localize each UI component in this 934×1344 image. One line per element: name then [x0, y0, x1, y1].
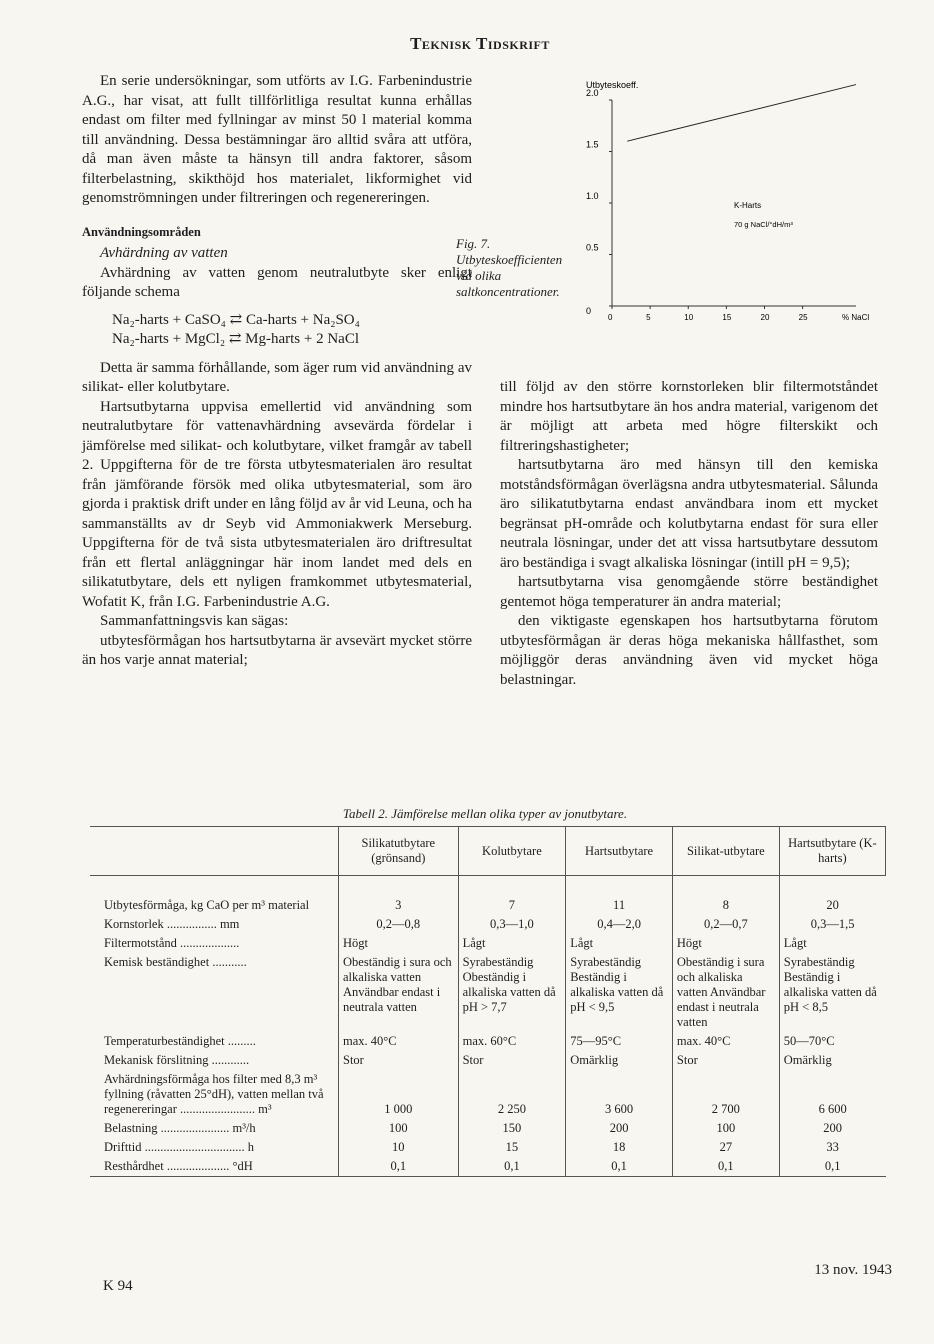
comparison-table [90, 826, 886, 1177]
paragraph-hartsutbytarna: Hartsutbytarna uppvisa emellertid vid användning som neutralutbytare för vattenavhärdning avsevärda fördelar i jämförelse med silikat- och kolutbytare, vilket framgår av tabell 2. Uppgifterna för de tre första utbytesmaterialen äro resultat från jämförande försök med olika utbytesmaterial, som äro gjorda i praktisk drift under en lång följd av år vid Leuna, och ha sammanställts av dr Seyb vid Ammoniakwerk Merseburg. Uppgifterna för de två sista utbytesmaterialen äro driftresultat från ett flertal anläggningar här inom landet med dels en silikatutbytare, dels ett nyligen framkommet utbytesmaterial, Wofatit K, från I.G. Farbenindustrie A.G. [82, 398, 472, 610]
table-cell: 200 [566, 1119, 673, 1138]
intro-paragraph: En serie undersökningar, som utförts av I.G. Farbenindustrie A.G., har visat, att fullt tillförlitliga resultat kunna erhållas endast om filter med fyllningar av minst 50 l material komma till användning. Dessa bestämningar äro alltid svåra att utföra, då man även måste ta hänsyn till andra faktorer, såsom filterbelastning, skikthöjd hos materialet, likformighet vid genomströmningen under filtreringen och regenereringen. [82, 73, 472, 206]
annotation-unit: 70 g NaCl/°dH/m³ [734, 220, 793, 229]
paragraph-avhardning: Avhärdning av vatten genom neutralutbyte sker enligt följande schema [82, 264, 472, 300]
row-label: Kornstorlek ................ mm [104, 917, 240, 931]
table-cell: 8 [672, 876, 779, 916]
table-row [90, 1157, 886, 1177]
row-label: Utbytesförmåga, kg CaO per m³ material [104, 898, 310, 912]
table-cell: 150 [458, 1119, 566, 1138]
header-silikatutbytare: Silikat-utbytare [672, 827, 779, 876]
table-cell: 0,2—0,7 [672, 915, 779, 934]
table-cell: Lågt [458, 934, 566, 953]
table-header-row [90, 827, 886, 876]
table-cell: 0,1 [672, 1157, 779, 1177]
x-tick-label: 25 [798, 313, 808, 322]
x-tick-label: 10 [684, 313, 694, 322]
table-cell: Lågt [779, 934, 885, 953]
row-label: Drifttid ................................ h [104, 1140, 254, 1154]
x-tick-label: 0 [608, 313, 613, 322]
issue-date: 13 nov. 1943 [814, 1262, 892, 1278]
table-cell: 0,1 [779, 1157, 885, 1177]
series-line-k-harts [627, 85, 856, 142]
equation-block [112, 311, 472, 349]
table-row [90, 1032, 886, 1051]
table-cell: 0,3—1,5 [779, 915, 885, 934]
table-cell: 100 [339, 1119, 459, 1138]
header-hartsutbytare: Hartsutbytare [566, 827, 673, 876]
left-column [82, 72, 472, 671]
x-tick-label: 15 [722, 313, 732, 322]
equation-1: Na₂-harts + CaSO₄ ⇄ Ca-harts + Na₂SO₄ [112, 311, 360, 328]
table-cell: 3 [339, 876, 459, 916]
x-axis-label: % NaCl [842, 313, 870, 322]
header-kolutbytare: Kolutbytare [458, 827, 566, 876]
table-cell: Stor [672, 1051, 779, 1070]
table-cell: max. 60°C [458, 1032, 566, 1051]
table-cell: Omärklig [779, 1051, 885, 1070]
table-cell: 100 [672, 1119, 779, 1138]
row-label: Mekanisk förslitning ............ [104, 1053, 250, 1067]
table-cell: Högt [672, 934, 779, 953]
right-column [500, 378, 878, 690]
table-cell: Högt [339, 934, 459, 953]
table-cell: 50—70°C [779, 1032, 885, 1051]
table-cell: 1 000 [339, 1070, 459, 1119]
y-axis-label: Utbyteskoeff. [586, 80, 639, 90]
equation-2: Na₂-harts + MgCl₂ ⇄ Mg-harts + 2 NaCl [112, 330, 360, 347]
table-cell: 2 700 [672, 1070, 779, 1119]
table-cell: 3 600 [566, 1070, 673, 1119]
row-label: Resthårdhet .................... °dH [90, 1157, 339, 1177]
table-2 [90, 826, 886, 1177]
header-silikat-gronsand: Silikatutbytare (grönsand) [339, 827, 459, 876]
table-cell: 18 [566, 1138, 673, 1157]
section-heading: Användningsområden [82, 224, 201, 239]
table-cell: 0,3—1,0 [458, 915, 566, 934]
table-cell: Lågt [566, 934, 673, 953]
table-cell: 0,1 [566, 1157, 673, 1177]
y-tick-label: 1.5 [586, 139, 599, 150]
table-cell: 200 [779, 1119, 885, 1138]
table-cell: 0,1 [458, 1157, 566, 1177]
figure-7-chart [566, 74, 870, 334]
figure-caption: Fig. 7. Utbyteskoefficienten vid olika saltkoncentrationer. [456, 236, 563, 299]
paragraph-kemisk: hartsutbytarna äro med hänsyn till den kemiska motståndsförmågan överlägsna andra utbytesmaterial. Sålunda äro silikatutbytarna endast användbara inom ett mycket begränsat pH-område och kolutbytarna endast för sura eller neutrala lösningar, under det att vissa hartsutbytare dessutom äro beständiga i svagt alkaliska lösningar (intill pH = 9,5); [500, 457, 878, 571]
journal-header: Teknisk Tidskrift [410, 34, 550, 53]
paragraph-sammanfattning: Sammanfattningsvis kan sägas: [100, 613, 289, 629]
paragraph-kornstorlek: till följd av den större kornstorleken blir filtermotståndet mindre hos hartsutbytare än hos andra material, varigenom det är möjligt att arbeta med högre filterskikt och filtreringshastigheter; [500, 379, 878, 454]
table-cell: 0,4—2,0 [566, 915, 673, 934]
row-label: Kemisk beständighet ........... [104, 955, 247, 969]
subheading: Avhärdning av vatten [100, 245, 228, 261]
paragraph-utbytesformaga: utbytesförmågan hos hartsutbytarna är avsevärt mycket större än hos varje annat material; [82, 632, 472, 668]
header-k-harts: Hartsutbytare (K-harts) [779, 827, 885, 876]
y-tick-label: 2.0 [586, 88, 599, 98]
y-tick-label: 0 [586, 306, 592, 316]
table-cell: 33 [779, 1138, 885, 1157]
row-label: Belastning ...................... m³/h [104, 1121, 256, 1135]
paragraph-hallfasthet: den viktigaste egenskapen hos hartsutbytarna förutom utbytesförmågan är deras höga mekaniska hållfasthet, som möjliggör deras användning även vid mycket höga belastningar. [500, 613, 878, 688]
table-row [90, 1119, 886, 1138]
table-cell: 0,2—0,8 [339, 915, 459, 934]
table-cell: 20 [779, 876, 885, 916]
table-cell: 2 250 [458, 1070, 566, 1119]
table-cell: Obeständig i sura och alkaliska vatten Användbar endast i neutrala vatten [339, 953, 459, 1032]
table-cell: max. 40°C [339, 1032, 459, 1051]
table-cell: 6 600 [779, 1070, 885, 1119]
table-cell: 11 [566, 876, 673, 916]
annotation-k-harts: K-Harts [734, 201, 762, 210]
table-cell: Syrabeständig Obeständig i alkaliska vatten då pH > 7,7 [458, 953, 566, 1032]
table-cell: Omärklig [566, 1051, 673, 1070]
table-cell: 75—95°C [566, 1032, 673, 1051]
table-row [90, 915, 886, 934]
row-label: Temperaturbeständighet ......... [104, 1034, 256, 1048]
paragraph-temperatur: hartsutbytarna visa genomgående större beständighet gentemot höga temperaturer än andra material; [500, 574, 878, 610]
table-cell: Obeständig i sura och alkaliska vatten Användbar endast i neutrala vatten [672, 953, 779, 1032]
table-row [90, 953, 886, 1032]
x-tick-label: 5 [646, 313, 651, 322]
table-cell: max. 40°C [672, 1032, 779, 1051]
y-tick-label: 0.5 [586, 242, 599, 253]
table-cell: Syrabeständig Beständig i alkaliska vatten då pH < 8,5 [779, 953, 885, 1032]
table-cell: Syrabeständig Beständig i alkaliska vatten då pH < 9,5 [566, 953, 673, 1032]
paragraph-detta: Detta är samma förhållande, som äger rum vid användning av silikat- eller kolutbytare. [82, 359, 472, 395]
table-cell: Stor [458, 1051, 566, 1070]
table-cell: 10 [339, 1138, 459, 1157]
x-tick-label: 20 [760, 313, 770, 322]
table-row [90, 1070, 886, 1119]
table-caption: Tabell 2. Jämförelse mellan olika typer av jonutbytare. [342, 806, 628, 821]
y-tick-label: 1.0 [586, 191, 599, 201]
row-label: Filtermotstånd ................... [104, 936, 240, 950]
table-row [90, 934, 886, 953]
table-cell: 7 [458, 876, 566, 916]
table-cell: Stor [339, 1051, 459, 1070]
header-blank [90, 827, 339, 876]
table-row [90, 1138, 886, 1157]
row-label: Avhärdningsförmåga hos filter med 8,3 m³ fyllning (råvatten 25°dH), vatten mellan två regenereringar ........................ m³ [104, 1072, 324, 1116]
table-cell: 15 [458, 1138, 566, 1157]
page-number: K 94 [103, 1278, 133, 1294]
table-cell: 0,1 [339, 1157, 459, 1177]
table-row [90, 876, 886, 916]
table-cell: 27 [672, 1138, 779, 1157]
table-row [90, 1051, 886, 1070]
